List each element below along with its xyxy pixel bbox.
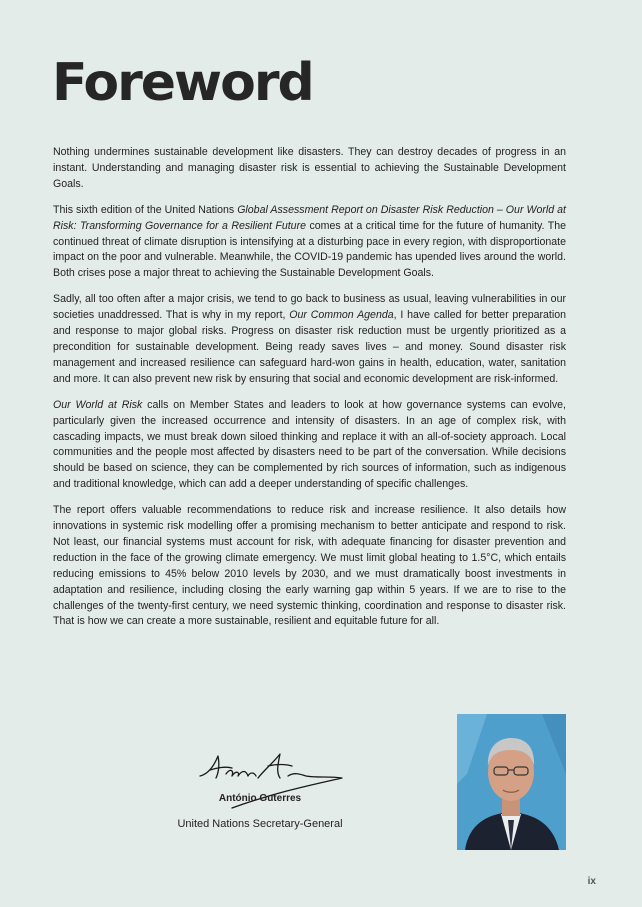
italic-title-run: Global Assessment Report on Disaster Risk Reduction – Our World at Risk: Transforming Governance for a Resilient Future: [53, 203, 566, 232]
portrait-photo: [457, 714, 566, 850]
paragraph: [53, 203, 566, 283]
paragraph: [53, 503, 566, 630]
text-run: The report offers valuable recommendations to reduce risk and increase resilience. It also details how innovations in systemic risk modelling offer a promising mechanism to better anticipate and respond to risk. Not least, our financial systems must account for risk, with adequate financing for disaster prevention and reduction in the face of the growing climate emergency. We must limit global heating to 1.5°C, which entails reducing emissions to 45% below 2010 levels by 2030, and we must dramatically boost investments in adaptation and resilience, including closing the early warning gap within 5 years. If we are to rise to the challenges of the twenty-first century, we need systemic thinking, coordination and response to disaster risk. That is how we can create a more sustainable, resilient and equitable future for all.: [53, 504, 566, 628]
text-run: Nothing undermines sustainable development like disasters. They can destroy decades of progress in an instant. Understanding and managing disaster risk is essential to achieving the Sustainable Development Goals.: [53, 146, 566, 190]
handwritten-signature: [196, 748, 356, 818]
paragraph: [53, 398, 566, 493]
page-number: ix: [587, 876, 596, 887]
page-title: Foreword: [52, 53, 313, 113]
paragraph: [53, 145, 566, 193]
italic-title-run: Our Common Agenda: [289, 309, 394, 322]
signatory-name: António Guterres: [218, 793, 302, 804]
text-run: calls on Member States and leaders to look at how governance systems can evolve, particularly given the increased occurrence and intensity of disasters. In an age of complex risk, with cascading impacts, we must break down siloed thinking and replace it with an all-of-society approach. Local communities and the people most affected by disasters need to be part of the conversation. While decisions should be based on science, they can be complemented by rich sources of information, such as indigenous and traditional knowledge, which can add a deeper understanding of specific challenges.: [53, 398, 566, 491]
text-run: , I have called for better preparation and response to major global risks. Progress on disaster risk reduction must be urgently prioritized as a precondition for sustainable development. Being ready saves lives – and money. Sound disaster risk management and increased resilience can safeguard hard-won gains in health, education, water, sanitation and more. It can also prevent new risk by ensuring that social and economic development are risk-informed.: [53, 309, 566, 385]
italic-title-run: Our World at Risk: [53, 398, 143, 411]
text-run: This sixth edition of the United Nations: [53, 203, 238, 216]
text-run: Sadly, all too often after a major crisis, we tend to go back to business as usual, leaving vulnerabilities in our societies unaddressed. That is why in my report,: [53, 293, 566, 322]
paragraph: [53, 292, 566, 387]
text-run: comes at a critical time for the future of humanity. The continued threat of climate disruption is intensifying at a disturbing pace in every region, with disproportionate impact on the poor and vulnerable. Meanwhile, the COVID-19 pandemic has upended lives around the world. Both crises pose a major threat to achieving the Sustainable Development Goals.: [53, 219, 566, 280]
signatory-title: United Nations Secretary-General: [177, 818, 343, 830]
foreword-body: [53, 145, 566, 640]
